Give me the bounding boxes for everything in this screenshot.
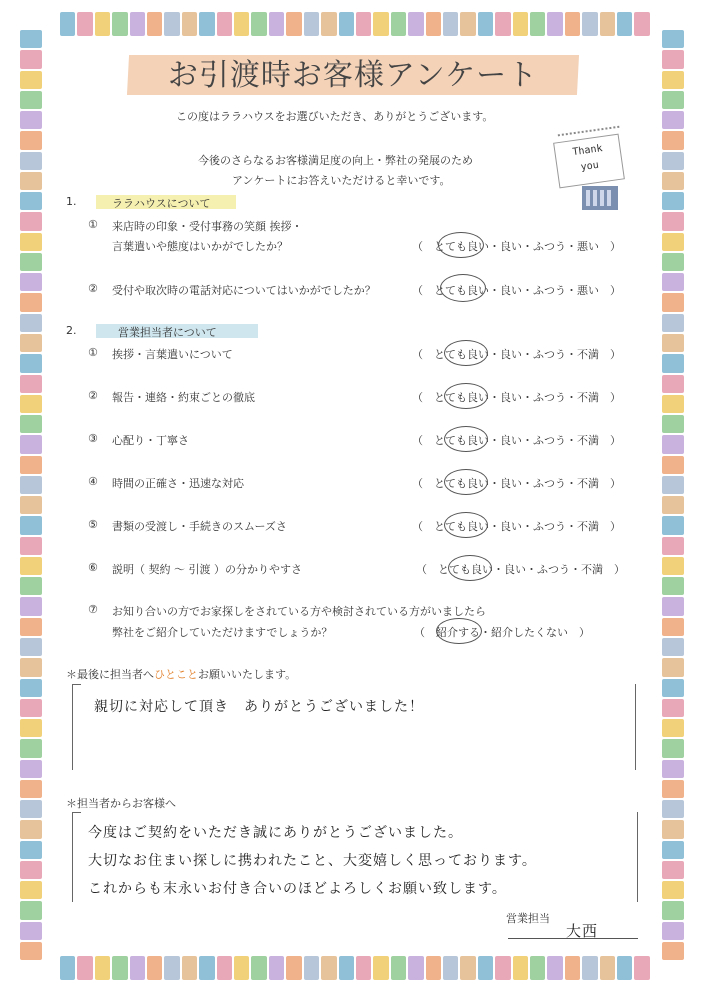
building-block xyxy=(251,956,266,980)
building-block xyxy=(251,12,266,36)
building-block xyxy=(269,12,284,36)
intro-line-3: アンケートにお答えいただけると幸いです。 xyxy=(232,174,451,187)
answer-circle xyxy=(444,340,488,366)
building-block xyxy=(20,719,42,737)
s2-q6-options[interactable]: （ とても良い・良い・ふつう・不満 ） xyxy=(416,563,625,576)
s2-q7-text-2: 弊社をご紹介していただけますでしょうか？ xyxy=(112,626,333,639)
building-block xyxy=(565,12,580,36)
building-block xyxy=(443,956,458,980)
building-block xyxy=(321,12,336,36)
building-block xyxy=(20,212,42,230)
s1-q1-text-2: 言葉遣いや態度はいかがでしたか？ xyxy=(112,240,288,253)
s2-q7-text-1: お知り合いの方でお家探しをされている方や検討されている方がいましたら xyxy=(112,605,486,618)
building-block xyxy=(662,91,684,109)
building-block xyxy=(662,233,684,251)
building-block xyxy=(662,456,684,474)
building-block xyxy=(339,956,354,980)
answer-circle xyxy=(436,618,482,644)
section2-title: 営業担当者について xyxy=(118,326,217,339)
customer-note-label-suffix: お願いいたします。 xyxy=(198,668,297,681)
s2-q5-options[interactable]: （ とても良い・良い・ふつう・不満 ） xyxy=(412,520,621,533)
building-block xyxy=(662,537,684,555)
thank-you-badge xyxy=(553,134,625,189)
building-block xyxy=(662,922,684,940)
building-block xyxy=(20,30,42,48)
building-block xyxy=(130,12,145,36)
building-block xyxy=(20,658,42,676)
building-block xyxy=(20,334,42,352)
building-block xyxy=(662,212,684,230)
building-block xyxy=(426,12,441,36)
answer-circle xyxy=(444,512,488,538)
s2-q5-number: ⑤ xyxy=(88,518,98,531)
building-block xyxy=(20,638,42,656)
building-block xyxy=(20,172,42,190)
s2-q4-number: ④ xyxy=(88,475,98,488)
building-block xyxy=(20,942,42,960)
building-block xyxy=(391,956,406,980)
s2-q7-options[interactable]: （ 紹介する・紹介したくない ） xyxy=(414,626,590,639)
customer-note-text: 親切に対応して頂き ありがとうございました！ xyxy=(94,699,424,715)
building-block xyxy=(530,956,545,980)
building-block xyxy=(95,956,110,980)
building-block xyxy=(662,739,684,757)
building-block xyxy=(662,375,684,393)
s2-q2-number: ② xyxy=(88,389,98,402)
s2-q2-text: 報告・連絡・約束ごとの徹底 xyxy=(112,391,255,404)
building-block xyxy=(20,557,42,575)
building-block xyxy=(20,50,42,68)
building-block xyxy=(662,354,684,372)
building-block xyxy=(20,152,42,170)
building-block xyxy=(20,314,42,332)
building-block xyxy=(95,12,110,36)
building-block xyxy=(147,12,162,36)
building-block xyxy=(662,293,684,311)
building-block xyxy=(147,956,162,980)
building-block xyxy=(617,12,632,36)
customer-note-label xyxy=(66,666,296,682)
answer-circle xyxy=(444,469,488,495)
building-block xyxy=(547,956,562,980)
building-block xyxy=(662,881,684,899)
building-block xyxy=(662,901,684,919)
building-block xyxy=(391,12,406,36)
building-block xyxy=(662,719,684,737)
building-block xyxy=(356,12,371,36)
building-block xyxy=(662,152,684,170)
building-block xyxy=(20,881,42,899)
s1-q2-number: ② xyxy=(88,282,98,295)
s2-q5-text: 書類の受渡し・手続きのスムーズさ xyxy=(112,520,287,533)
building-block xyxy=(662,699,684,717)
building-block xyxy=(20,476,42,494)
building-block xyxy=(234,12,249,36)
s2-q4-text: 時間の正確さ・迅速な対応 xyxy=(112,477,244,490)
building-block xyxy=(565,956,580,980)
building-block xyxy=(495,956,510,980)
s2-q6-text: 説明（ 契約 〜 引渡 ）の分かりやすさ xyxy=(112,563,302,576)
building-block xyxy=(600,12,615,36)
building-block xyxy=(460,12,475,36)
building-block xyxy=(662,314,684,332)
building-block xyxy=(20,861,42,879)
customer-note-label-prefix: ＊最後に担当者へ xyxy=(66,668,154,681)
s1-q2-options[interactable]: （ とても良い・良い・ふつう・悪い ） xyxy=(412,284,621,297)
building-block xyxy=(634,956,649,980)
building-block xyxy=(662,638,684,656)
building-block xyxy=(408,12,423,36)
building-block xyxy=(20,699,42,717)
building-block xyxy=(20,375,42,393)
building-block xyxy=(662,30,684,48)
staff-note-line-3: これからも末永いお付き合いのほどよろしくお願い致します。 xyxy=(88,881,507,897)
intro-line-2: 今後のさらなるお客様満足度の向上・弊社の発展のため xyxy=(198,154,473,167)
building-block xyxy=(662,50,684,68)
building-block xyxy=(662,679,684,697)
building-block xyxy=(20,618,42,636)
building-block xyxy=(304,956,319,980)
s2-q6-number: ⑥ xyxy=(88,561,98,574)
building-block xyxy=(112,956,127,980)
building-block xyxy=(662,253,684,271)
badge-line-2: you xyxy=(580,159,600,174)
building-block xyxy=(373,956,388,980)
building-block xyxy=(662,557,684,575)
answer-circle xyxy=(448,555,492,581)
building-block xyxy=(339,12,354,36)
building-block xyxy=(20,395,42,413)
building-block xyxy=(20,435,42,453)
s1-q2-text: 受付や取次時の電話対応についてはいかがでしたか？ xyxy=(112,284,376,297)
answer-circle xyxy=(444,426,488,452)
building-block xyxy=(20,537,42,555)
building-block xyxy=(582,12,597,36)
building-block xyxy=(20,111,42,129)
building-border-top xyxy=(60,12,650,36)
building-block xyxy=(182,12,197,36)
building-block xyxy=(20,91,42,109)
s2-q3-options[interactable]: （ とても良い・良い・ふつう・不満 ） xyxy=(412,434,621,447)
badge-line-1: Thank xyxy=(571,143,604,159)
building-block xyxy=(20,253,42,271)
building-block xyxy=(20,233,42,251)
building-border-right xyxy=(662,30,684,960)
building-block xyxy=(20,780,42,798)
building-block xyxy=(20,679,42,697)
building-block xyxy=(662,780,684,798)
building-block xyxy=(617,956,632,980)
building-block xyxy=(513,956,528,980)
building-block xyxy=(269,956,284,980)
building-block xyxy=(234,956,249,980)
page-title: お引渡時お客様アンケート xyxy=(167,58,539,93)
s2-q1-options[interactable]: （ とても良い・良い・ふつう・不満 ） xyxy=(412,348,621,361)
building-block xyxy=(662,820,684,838)
building-block xyxy=(164,12,179,36)
s2-q1-text: 挨拶・言葉遣いについて xyxy=(112,348,233,361)
answer-circle xyxy=(438,232,484,258)
building-block xyxy=(60,12,75,36)
building-block xyxy=(321,956,336,980)
building-block xyxy=(547,12,562,36)
building-block xyxy=(20,71,42,89)
building-block xyxy=(304,12,319,36)
staff-note-label: ＊担当者からお客様へ xyxy=(66,797,176,810)
building-block xyxy=(199,12,214,36)
building-block xyxy=(20,273,42,291)
section2-number: 2. xyxy=(66,324,77,337)
s2-q7-number: ⑦ xyxy=(88,603,98,616)
building-block xyxy=(20,800,42,818)
answer-circle xyxy=(440,274,486,302)
building-block xyxy=(582,956,597,980)
building-block xyxy=(182,956,197,980)
s2-q1-number: ① xyxy=(88,346,98,359)
building-block xyxy=(60,956,75,980)
building-block xyxy=(20,516,42,534)
building-block xyxy=(478,12,493,36)
building-icon xyxy=(582,186,618,210)
building-block xyxy=(662,111,684,129)
building-block xyxy=(634,12,649,36)
building-block xyxy=(662,476,684,494)
building-block xyxy=(20,597,42,615)
building-block xyxy=(443,12,458,36)
building-block xyxy=(662,760,684,778)
signature-line xyxy=(508,938,638,939)
building-block xyxy=(600,956,615,980)
building-block xyxy=(530,12,545,36)
building-block xyxy=(662,71,684,89)
building-block xyxy=(662,415,684,433)
building-block xyxy=(199,956,214,980)
building-block xyxy=(20,577,42,595)
building-block xyxy=(513,12,528,36)
building-block xyxy=(286,12,301,36)
building-block xyxy=(356,956,371,980)
building-block xyxy=(662,658,684,676)
signature-label: 営業担当 xyxy=(506,912,550,925)
s2-q3-text: 心配り・丁寧さ xyxy=(112,434,189,447)
building-block xyxy=(426,956,441,980)
building-block xyxy=(20,739,42,757)
building-block xyxy=(286,956,301,980)
building-block xyxy=(662,577,684,595)
building-block xyxy=(20,415,42,433)
building-block xyxy=(662,273,684,291)
building-block xyxy=(662,942,684,960)
building-block xyxy=(77,956,92,980)
building-block xyxy=(20,293,42,311)
building-block xyxy=(217,12,232,36)
building-block xyxy=(662,172,684,190)
building-block xyxy=(20,456,42,474)
building-block xyxy=(662,192,684,210)
s1-q1-text-1: 来店時の印象・受付事務の笑顔 挨拶・ xyxy=(112,220,303,233)
building-block xyxy=(20,901,42,919)
answer-circle xyxy=(444,383,488,409)
staff-note-line-2: 大切なお住まい探しに携われたこと、大変嬉しく思っております。 xyxy=(88,853,537,869)
building-block xyxy=(662,516,684,534)
building-block xyxy=(662,861,684,879)
section1-title: ララハウスについて xyxy=(112,197,211,210)
building-block xyxy=(460,956,475,980)
building-block xyxy=(20,131,42,149)
building-block xyxy=(662,841,684,859)
s2-q3-number: ③ xyxy=(88,432,98,445)
building-block xyxy=(20,354,42,372)
building-block xyxy=(217,956,232,980)
building-border-bottom xyxy=(60,956,650,980)
building-block xyxy=(478,956,493,980)
building-block xyxy=(164,956,179,980)
building-block xyxy=(130,956,145,980)
building-block xyxy=(662,395,684,413)
building-block xyxy=(20,922,42,940)
customer-note-label-highlight: ひとこと xyxy=(154,668,198,681)
building-block xyxy=(20,496,42,514)
signature-name: 大西 xyxy=(566,922,599,940)
building-block xyxy=(662,131,684,149)
building-block xyxy=(662,435,684,453)
s1-q1-options[interactable]: （ とても良い・良い・ふつう・悪い ） xyxy=(412,240,621,253)
s2-q4-options[interactable]: （ とても良い・良い・ふつう・不満 ） xyxy=(412,477,621,490)
building-block xyxy=(373,12,388,36)
building-block xyxy=(662,618,684,636)
building-block xyxy=(20,841,42,859)
intro-line-1: この度はララハウスをお選びいただき、ありがとうございます。 xyxy=(176,110,494,123)
building-block xyxy=(662,496,684,514)
building-block xyxy=(112,12,127,36)
building-block xyxy=(20,820,42,838)
building-block xyxy=(662,800,684,818)
building-block xyxy=(20,192,42,210)
building-block xyxy=(495,12,510,36)
s1-q1-number: ① xyxy=(88,218,98,231)
building-block xyxy=(77,12,92,36)
building-block xyxy=(20,760,42,778)
section1-number: 1. xyxy=(66,195,77,208)
building-block xyxy=(662,597,684,615)
building-border-left xyxy=(20,30,42,960)
building-block xyxy=(408,956,423,980)
s2-q2-options[interactable]: （ とても良い・良い・ふつう・不満 ） xyxy=(412,391,621,404)
staff-note-line-1: 今度はご契約をいただき誠にありがとうございました。 xyxy=(88,825,463,841)
building-block xyxy=(662,334,684,352)
